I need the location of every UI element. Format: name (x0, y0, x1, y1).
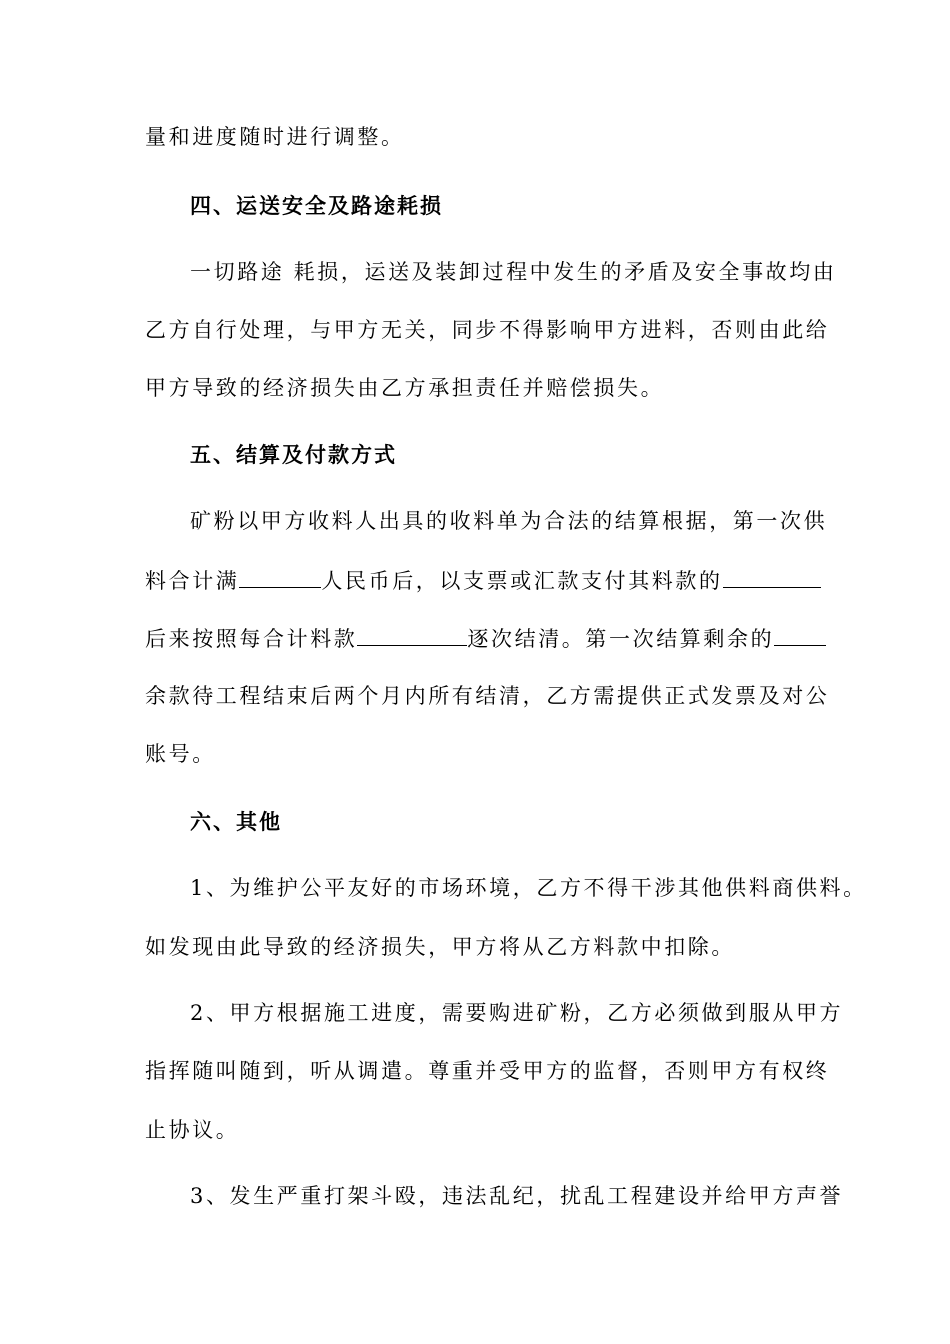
paragraph-line: 如发现由此导致的经济损失，甲方将从乙方料款中扣除。 (145, 935, 735, 959)
section-heading-6: 六、其他 (190, 809, 282, 834)
paragraph-line: 指挥随叫随到，听从调遣。尊重并受甲方的监督，否则甲方有权终 (145, 1059, 830, 1083)
paragraph-line: 一切路途 耗损，运送及装卸过程中发生的矛盾及安全事故均由 (190, 260, 837, 284)
text-fragment: 逐次结清。第一次结算剩余的 (467, 627, 775, 651)
fill-in-blank (357, 627, 467, 646)
text-fragment: 料合计满 (145, 569, 240, 593)
paragraph-line: 1、为维护公平友好的市场环境，乙方不得干涉其他供料商供料。 (190, 876, 867, 900)
paragraph-line: 3、发生严重打架斗殴，违法乱纪，扰乱工程建设并给甲方声誉 (190, 1184, 844, 1208)
paragraph-line: 止协议。 (145, 1118, 240, 1142)
paragraph-line-with-blanks (145, 569, 821, 592)
fill-in-blank (239, 569, 321, 588)
fill-in-blank (723, 569, 821, 588)
fill-in-blank (774, 627, 826, 646)
section-heading-5: 五、结算及付款方式 (190, 442, 397, 467)
section-heading-4: 四、运送安全及路途耗损 (190, 193, 443, 218)
paragraph-line: 量和进度随时进行调整。 (145, 125, 405, 149)
paragraph-line: 账号。 (145, 742, 216, 766)
paragraph-line: 矿粉以甲方收料人出具的收料单为合法的结算根据，第一次供 (190, 509, 828, 533)
paragraph-line: 乙方自行处理，与甲方无关，同步不得影响甲方进料，否则由此给 (145, 318, 830, 342)
paragraph-line: 2、甲方根据施工进度，需要购进矿粉，乙方必须做到服从甲方 (190, 1001, 844, 1025)
paragraph-line: 甲方导致的经济损失由乙方承担责任并赔偿损失。 (145, 376, 665, 400)
paragraph-line: 余款待工程结束后两个月内所有结清，乙方需提供正式发票及对公 (145, 684, 830, 708)
text-fragment: 人民币后，以支票或汇款支付其料款的 (321, 569, 723, 593)
text-fragment: 后来按照每合计料款 (145, 627, 358, 651)
paragraph-line-with-blanks (145, 627, 826, 650)
